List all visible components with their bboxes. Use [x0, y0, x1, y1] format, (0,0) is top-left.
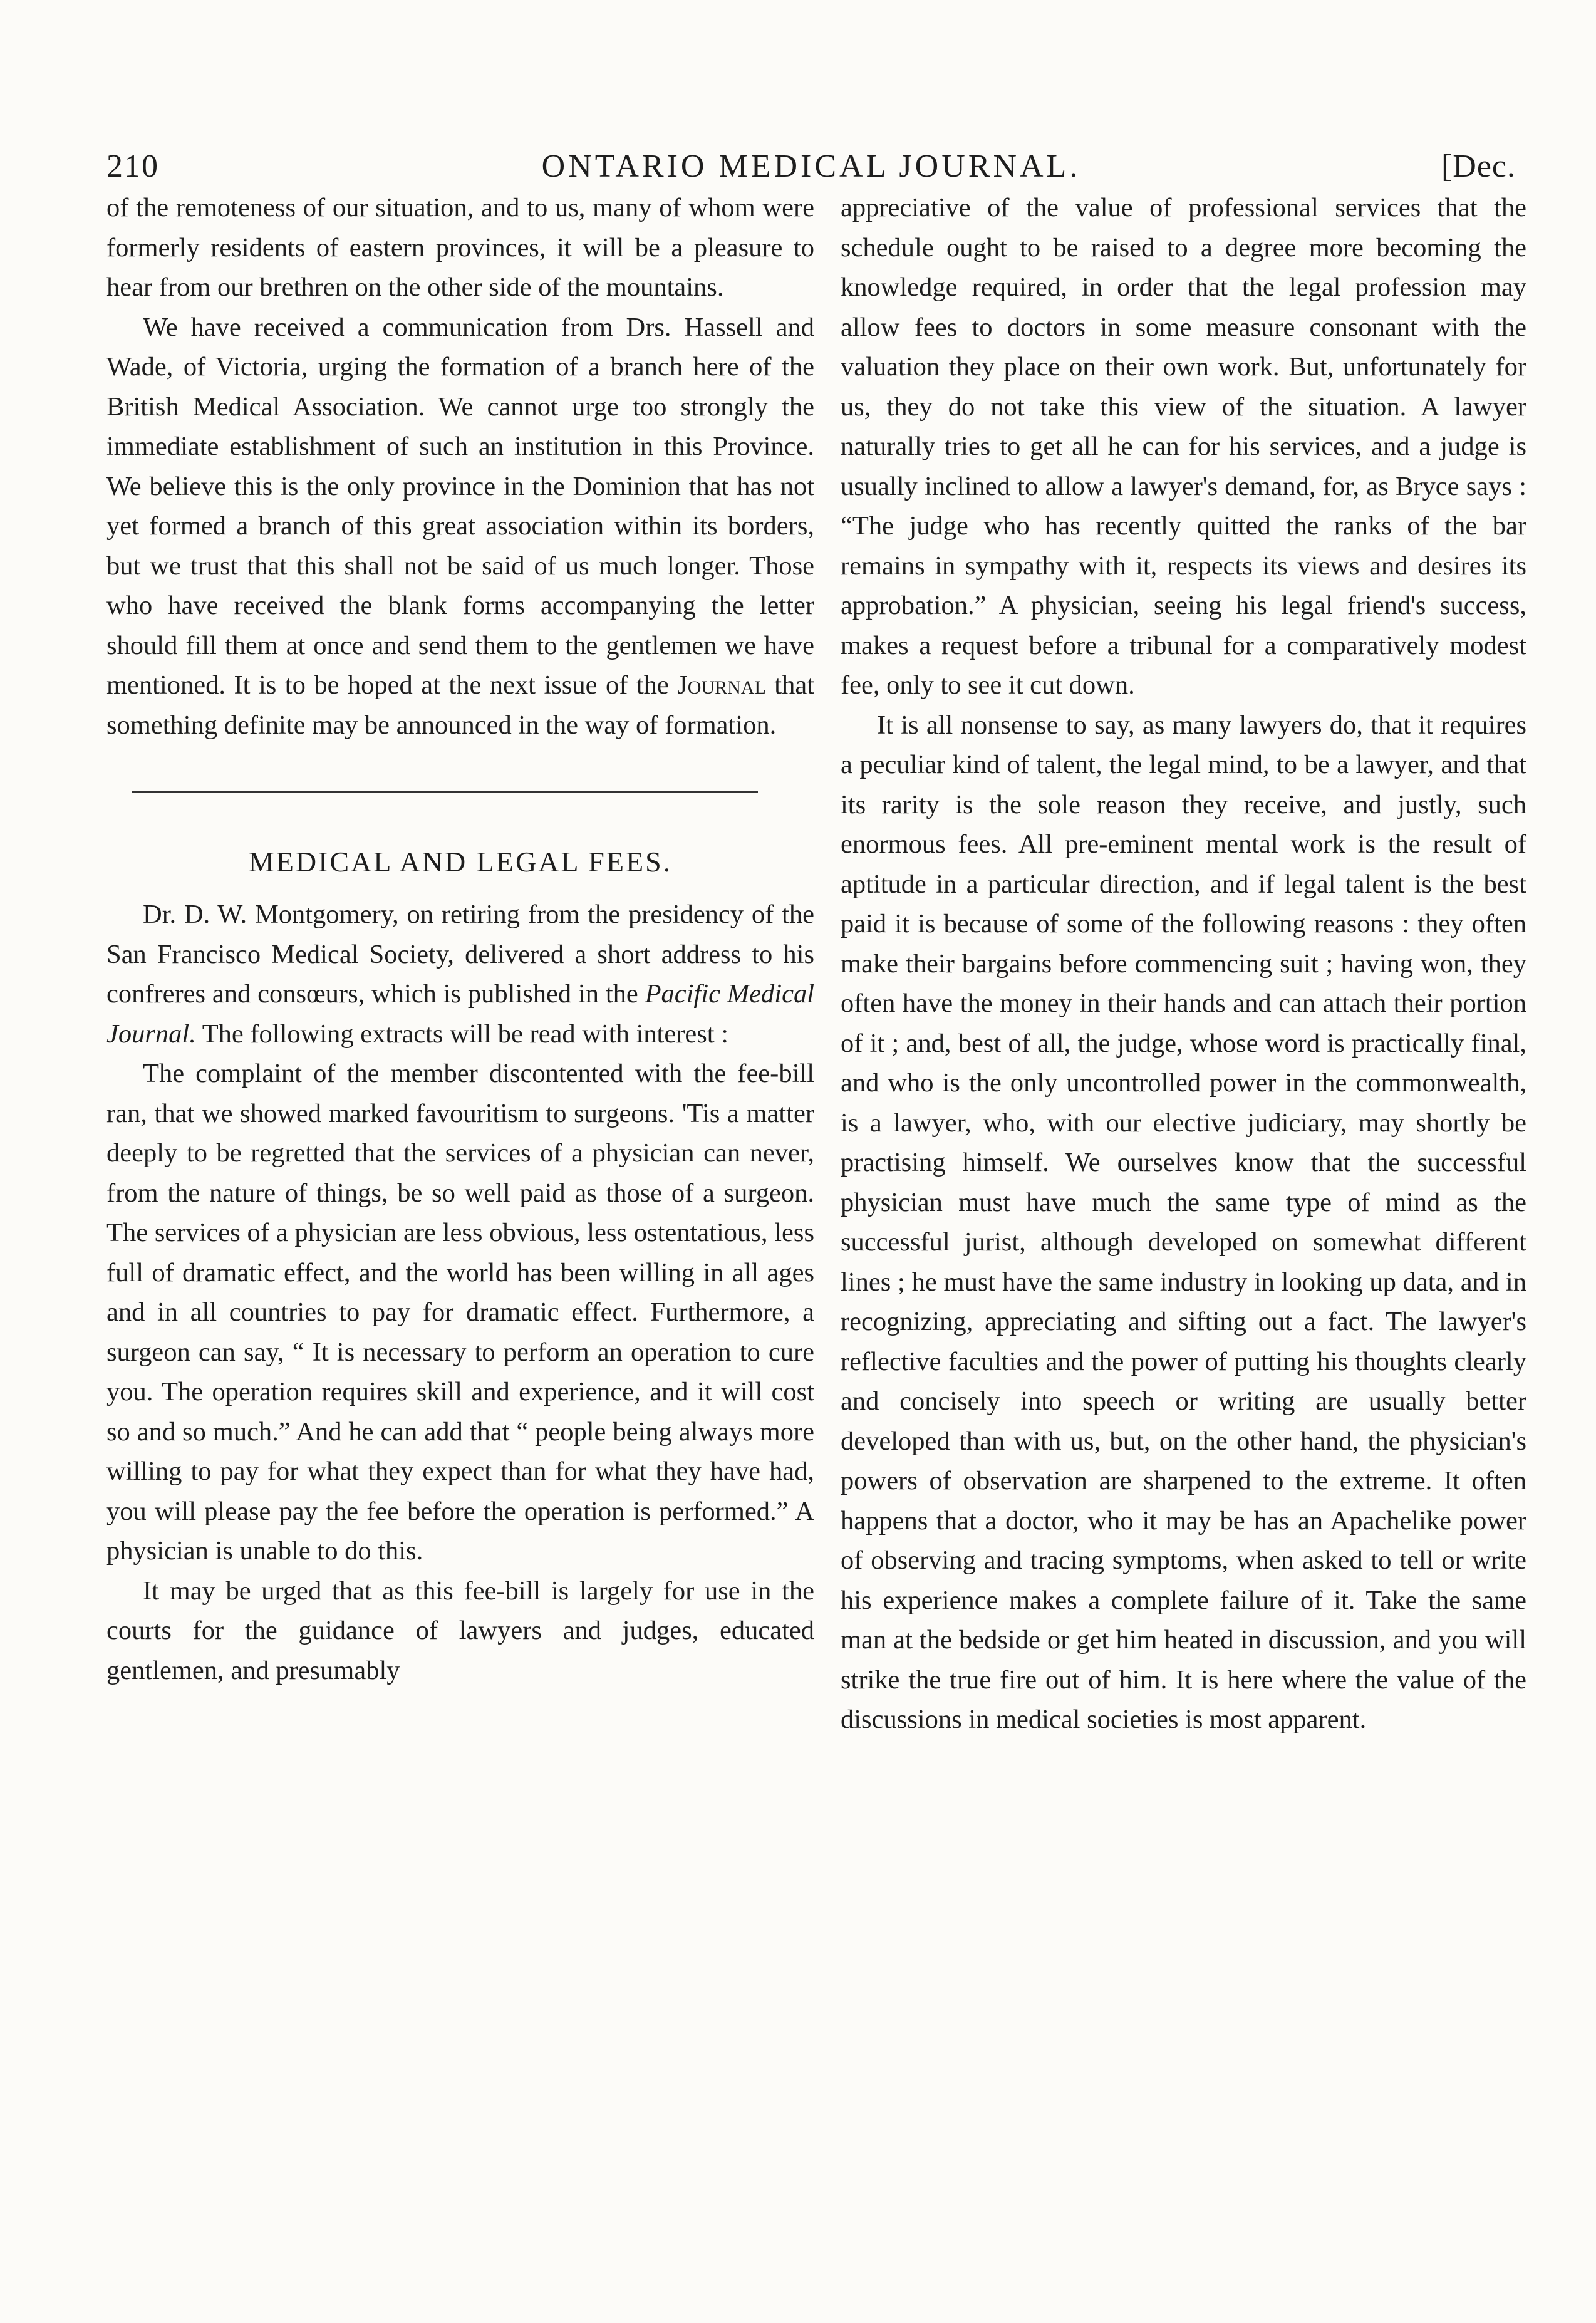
- running-header: [106, 142, 1516, 192]
- paragraph-text: Dr. D. W. Montgomery, on retiring from the presidency of the San Francisco Medical Society, delivered a short address to his confreres and consœurs, which is published in the: [106, 900, 814, 1009]
- paragraph-legal-mind: It is all nonsense to say, as many lawyers do, that it requires a peculiar kind of talent, the legal mind, to be a lawyer, and that its rarity is the sole reason they receive, and justly, such enormous fees. All pre-eminent mental work is the result of aptitude in a particular direction, and if legal talent is the best paid it is because of some of the following reasons : they often make their bargains before commencing suit ; having won, they often have the money in their hands and can attach their portion of it ; and, best of all, the judge, whose word is practically final, and who is the only uncontrolled power in the commonwealth, is a lawyer, who, with our elective judiciary, may shortly be practising himself. We ourselves know that the successful physician must have much the same type of mind as the successful jurist, although developed on somewhat different lines ; he must have the same industry in looking up data, and in recognizing, appreciating and sifting out a fact. The lawyer's reflective faculties and the power of putting his thoughts clearly and concisely into speech or writing are usually better developed than with us, but, on the other hand, the physician's powers of observation are sharpened to the extreme. It often happens that a doctor, who it may be has an Apachelike power of observing and tracing symptoms, when asked to tell or write his experience makes a complete failure of it. Take the same man at the bedside or get him heated in discussion, and you will strike the true fire out of him. It is here where the value of the discussions in medical societies is most apparent.: [841, 710, 1526, 1734]
- page-number: 210: [106, 148, 159, 184]
- paragraph-fee-bill-complaint: The complaint of the member discontented with the fee-bill ran, that we showed marked favouritism to surgeons. 'Tis a matter deeply to be regretted that the services of a physician can never, from the nature of things, be so well paid as those of a surgeon. The services of a physician are less obvious, less ostentatious, less full of dramatic effect, and the world has been willing in all ages and in all countries to pay for dramatic effect. Furthermore, a surgeon can say, “ It is necessary to perform an operation to cure you. The operation requires skill and experience, and it will cost so and so much.” And he can add that “ people being always more willing to pay for what they expect than for what they have had, you will please pay the fee before the operation is performed.” A physician is unable to do this.: [106, 1059, 814, 1566]
- paragraph-montgomery: [106, 895, 814, 1054]
- journal-title: ONTARIO MEDICAL JOURNAL.: [541, 148, 1081, 184]
- paragraph-lawyers-judges: appreciative of the value of professional services that the schedule ought to be raised to a degree more becoming the knowledge required, in order that the legal profession may allow fees to doctors in some measure consonant with the valuation they place on their own work. But, unfortunately for us, they do not take this view of the situation. A lawyer naturally tries to get all he can for his services, and a judge is usually inclined to allow a lawyer's demand, for, as Bryce says : “The judge who has recently quitted the ranks of the bar remains in sympathy with it, respects its views and desires its approbation.” A physician, seeing his legal friend's success, makes a request before a tribunal for a comparatively modest fee, only to see it cut down.: [841, 193, 1526, 700]
- paragraph-british-medical-association: [106, 308, 814, 746]
- paragraph-text-end: The following extracts will be read with interest :: [202, 1019, 729, 1049]
- right-column: [841, 188, 1526, 1740]
- left-column: [106, 188, 814, 1690]
- section-divider: [132, 791, 758, 793]
- issue-month: [Dec.: [1441, 148, 1516, 184]
- section-heading: MEDICAL AND LEGAL FEES.: [248, 846, 673, 878]
- paragraph-text-end: that something definite may be announced in the way of formation.: [106, 670, 814, 740]
- paragraph-text: We have received a communication from Drs. Hassell and Wade, of Victoria, urging the formation of a branch here of the British Medical Association. We cannot urge too strongly the immediate establishment of such an institution in this Province. We believe this is the only province in the Dominion that has not yet formed a branch of this great association within its borders, but we trust that this shall not be said of us much longer. Those who have received the blank forms accompanying the letter should fill them at once and send them to the gentlemen we have mentioned. It is to be hoped at the next issue of the: [106, 312, 814, 700]
- journal-reference: Journal: [677, 670, 766, 700]
- paragraph-continued: of the remoteness of our situation, and to us, many of whom were formerly residents of eastern provinces, it will be a pleasure to hear from our brethren on the other side of the mountains.: [106, 193, 814, 302]
- pacific-medical-journal-reference: Pacific Medical Journal.: [106, 979, 814, 1049]
- paragraph-fee-bill-courts: It may be urged that as this fee-bill is largely for use in the courts for the guidance of lawyers and judges, educated gentlemen, and presumably: [106, 1576, 814, 1685]
